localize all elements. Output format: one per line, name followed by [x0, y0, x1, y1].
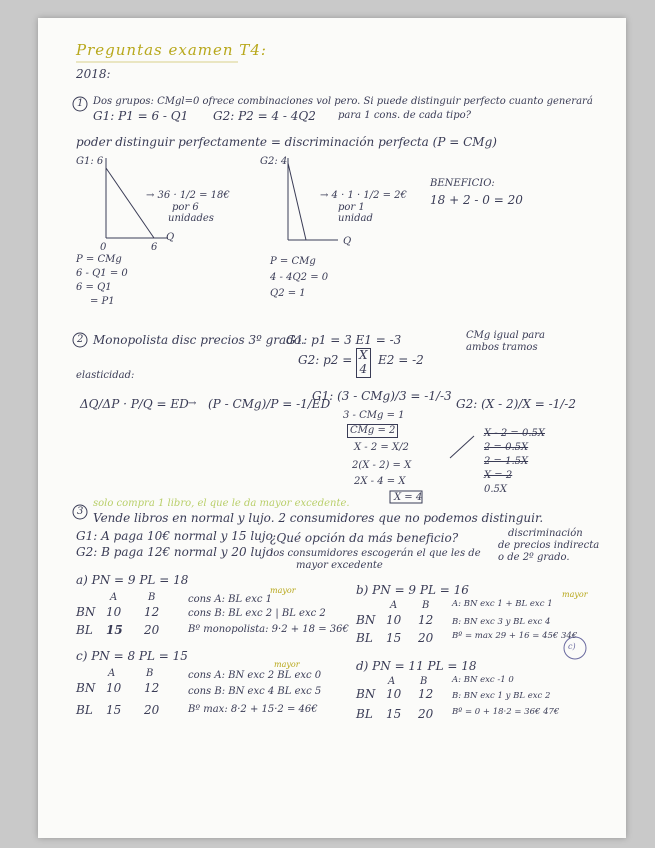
elasticity-formula: ΔQ/ΔP · P/Q = ED [80, 397, 189, 411]
calc1-line4: = P1 [90, 296, 115, 307]
part-c-note2: cons B: BN exc 4 BL exc 5 [188, 686, 322, 697]
q1-perfect-discrimination: poder distinguir perfectamente = discriminación perfecta (P = CMg) [76, 135, 497, 149]
scratch-5: 0.5X [484, 484, 508, 495]
part-d-r2-a: 15 [386, 707, 402, 721]
calc2-line1: P = CMg [270, 256, 316, 267]
part-c-col-b: B [146, 668, 154, 679]
part-d-r1-a: 10 [386, 687, 402, 701]
q1-statement-line2: para 1 cons. de cada tipo? [338, 110, 471, 121]
part-c-r1-b: 12 [144, 681, 160, 695]
q2-fraction-top: X [359, 348, 368, 362]
q1-statement: Dos grupos: CMgl=0 ofrece combinaciones vol pero. Si puede distinguir perfecto cuanto generará [93, 96, 593, 107]
graph1-note3: unidades [168, 213, 214, 224]
graph1-axis-label: Q [166, 232, 175, 243]
part-a-col-a: A [110, 592, 118, 603]
q3-question3: mayor excedente [296, 560, 383, 571]
part-a-note1: cons A: BL exc 1 [188, 594, 273, 605]
calc1-line2: 6 - Q1 = 0 [76, 268, 128, 279]
q3-side3: o de 2º grado. [498, 552, 570, 563]
part-b-note2: B: BN exc 3 y BL exc 4 [452, 617, 551, 627]
part-c-r2-label: BL [76, 703, 93, 717]
g1-calc-2: 3 - CMg = 1 [343, 410, 405, 421]
graph2-axis-label: Q [343, 236, 352, 247]
part-d-label: d) PN = 11 PL = 18 [356, 659, 477, 673]
part-b-mayor: mayor [562, 590, 588, 599]
graph1-label: G1: 6 [76, 156, 104, 167]
part-a-note2: cons B: BL exc 2 | BL exc 2 [188, 608, 326, 619]
part-b-r1-a: 10 [386, 613, 402, 627]
graph1-note2: por 6 [172, 202, 199, 213]
elasticity-label: elasticidad: [76, 370, 135, 381]
part-a-r1-b: 12 [144, 605, 160, 619]
q2-number: 2 [77, 334, 84, 345]
part-a-mayor: mayor [270, 586, 296, 595]
year-label: 2018: [76, 67, 111, 81]
part-d-note2: B: BN exc 1 y BL exc 2 [452, 691, 551, 701]
notebook-page [38, 18, 626, 838]
graph2-note: → 4 · 1 · 1/2 = 2€ [320, 190, 407, 201]
calc2-line2: 4 - 4Q2 = 0 [270, 272, 329, 283]
part-c-note1: cons A: BN exc 2 BL exc 0 [188, 670, 322, 681]
q2-g2-b: E2 = -2 [378, 353, 424, 367]
part-b-label: b) PN = 9 PL = 16 [356, 583, 469, 597]
graph1-origin: 0 [100, 242, 107, 253]
q2-g2-fraction [356, 348, 371, 378]
part-a-r2-b: 20 [144, 623, 160, 637]
q3-g2: G2: B paga 12€ normal y 20 lujo [76, 545, 273, 559]
part-c-label: c) PN = 8 PL = 15 [76, 649, 188, 663]
graph1-x-intercept: 6 [151, 242, 158, 253]
scratch-3: 2 = 1.5X [484, 456, 529, 467]
benefit-label: BENEFICIO: [430, 178, 495, 189]
q2-arrow [450, 436, 474, 458]
part-a-col-b: B [148, 592, 156, 603]
q2-fraction-bottom: 4 [359, 361, 368, 376]
g1-calc-1: G1: (3 - CMg)/3 = -1/-3 [312, 389, 452, 403]
g1-calc-5: 2(X - 2) = X [352, 460, 412, 471]
part-d-r2-label: BL [356, 707, 373, 721]
part-b-r2-a: 15 [386, 631, 402, 645]
g1-calc-3: CMg = 2 [347, 424, 398, 438]
q3-question2: los consumidores escogerán el que les de [270, 548, 481, 559]
lerner-formula: (P - CMg)/P = -1/ED [208, 397, 331, 411]
g1-calc-4: X - 2 = X/2 [354, 442, 409, 453]
part-a-r2-a: 15 [106, 623, 123, 637]
part-b-note1: A: BN exc 1 + BL exc 1 [452, 599, 553, 609]
q3-question: ¿Qué opción da más beneficio? [270, 531, 459, 545]
part-d-col-a: A [388, 676, 396, 687]
part-d-r1-label: BN [356, 687, 376, 701]
graph2-note2: por 1 [338, 202, 365, 213]
scratch-2: 2 = 0.5X [484, 442, 529, 453]
elasticity-arrow: → [188, 398, 197, 409]
q2-g2-a: G2: p2 = [298, 353, 353, 367]
q3-side1: discriminación [508, 528, 583, 539]
part-d-note3: Bº = 0 + 18·2 = 36€ 47€ [452, 707, 560, 717]
part-c-r1-label: BN [76, 681, 96, 695]
part-b-r1-label: BN [356, 613, 376, 627]
scratch-1: X - 2 = 0.5X [484, 428, 545, 439]
part-b-col-a: A [390, 600, 398, 611]
q3-g1: G1: A paga 10€ normal y 15 lujo [76, 529, 273, 543]
part-c-note3: Bº max: 8·2 + 15·2 = 46€ [188, 704, 318, 715]
part-c-r2-b: 20 [144, 703, 160, 717]
part-c-r1-a: 10 [106, 681, 122, 695]
part-b-col-b: B [422, 600, 430, 611]
benefit-calc: 18 + 2 - 0 = 20 [430, 193, 523, 207]
part-a-note3: Bº monopolista: 9·2 + 18 = 36€ [188, 624, 349, 635]
scratch-4: X = 2 [484, 470, 513, 481]
q3-statement: Vende libros en normal y lujo. 2 consumidores que no podemos distinguir. [93, 511, 544, 525]
q2-statement: Monopolista disc precios 3º grado. [93, 333, 305, 347]
graph1-demand-line [106, 168, 154, 238]
q1-number: 1 [77, 98, 84, 109]
q3-highlight: solo compra 1 libro, el que le da mayor excedente. [93, 498, 350, 509]
answer-circled: c) [568, 642, 576, 651]
g2-calc: G2: (X - 2)/X = -1/-2 [456, 397, 576, 411]
part-a-r1-label: BN [76, 605, 96, 619]
graph2-demand-line [288, 163, 306, 240]
q3-number: 3 [77, 506, 84, 517]
calc2-line3: Q2 = 1 [270, 288, 306, 299]
graph1-note: → 36 · 1/2 = 18€ [146, 190, 230, 201]
graph2-label: G2: 4 [260, 156, 288, 167]
part-b-r1-b: 12 [418, 613, 434, 627]
part-b-r2-label: BL [356, 631, 373, 645]
q3-side2: de precios indirecta [498, 540, 600, 551]
part-a-r2-label: BL [76, 623, 93, 637]
part-d-note1: A: BN exc -1 0 [452, 675, 514, 685]
q2-side-note2: ambos tramos [466, 342, 538, 353]
g1-calc-7: X = 4 [394, 492, 423, 503]
part-a-r1-a: 10 [106, 605, 122, 619]
part-c-mayor: mayor [274, 660, 300, 669]
g1-calc-6: 2X - 4 = X [354, 476, 406, 487]
graph2-note3: unidad [338, 213, 373, 224]
part-d-r2-b: 20 [418, 707, 434, 721]
part-b-r2-b: 20 [418, 631, 434, 645]
q2-side-note: CMg igual para [466, 330, 545, 341]
calc1-line1: P = CMg [76, 254, 122, 265]
part-c-col-a: A [108, 668, 116, 679]
q1-g1: G1: P1 = 6 - Q1 [93, 109, 189, 123]
page-title: Preguntas examen T4: [76, 41, 267, 59]
part-c-r2-a: 15 [106, 703, 122, 717]
part-a-label: a) PN = 9 PL = 18 [76, 573, 189, 587]
part-d-r1-b: 12 [418, 687, 434, 701]
q2-g1: G1: p1 = 3 E1 = -3 [286, 333, 402, 347]
q1-g2: G2: P2 = 4 - 4Q2 [213, 109, 316, 123]
part-d-col-b: B [420, 676, 428, 687]
calc1-line3: 6 = Q1 [76, 282, 112, 293]
part-b-note3: Bº = max 29 + 16 = 45€ 34€ [452, 631, 578, 641]
